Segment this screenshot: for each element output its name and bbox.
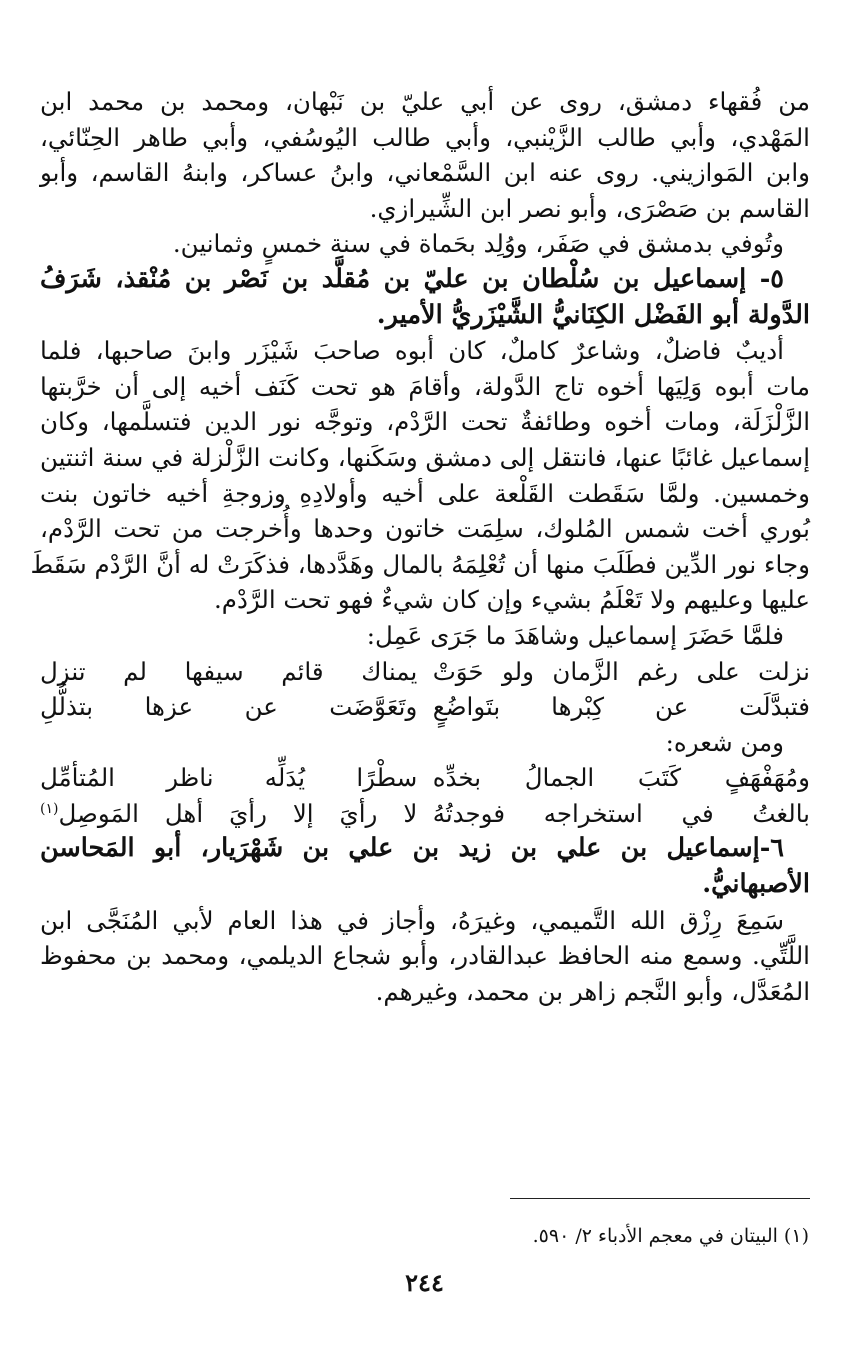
death-line: وتُوفي بدمشق في صَفَر، ووُلِد بحَماة في سنة خمسٍ وثمانين. [172,229,784,259]
entry-5-heading: ٥- إسماعيل بن سُلْطان بن عليّ بن مُقلَّد بن نَصْر بن مُنْقذ، شَرَفُ [40,263,784,294]
entry-5-text: وجاء نور الدِّين فطَلَبَ منها أن تُعْلِمَهُ بالمال وهَدَّدها، فذكَرَتْ له أنَّ الرَّدْم سَقَطَ [30,549,810,579]
entry-5-text: بُوري أخت شمس المُلوك، سلِمَت خاتون وحدها وأُخرجت من تحت الرَّدْم، [40,514,810,544]
verse-line [40,654,810,690]
entry-5-heading: الدَّولة أبو الفَضْل الكِنَانيُّ الشَّيْزَريُّ الأمير. [376,299,810,330]
entry-5-text: مات أبوه وَلِيَها أخوه تاج الدَّولة، وأقامَ هو تحت كَنَف أخيه إلى أن خرَّبتها [40,371,810,401]
footnote-marker: (١) [40,800,59,817]
entry-6-heading: الأصبهانيُّ. [702,869,810,900]
verse-line [40,689,810,725]
verse-second-hemistich: يمناك قائم سيفها لم تنزل [40,656,418,686]
verse-second-hemistich-text: لا رأيَ إلا رأيَ أهل المَوصِل [58,798,418,828]
entry-5-text: الزَّلْزَلَة، ومات أخوه وطائفةٌ تحت الرَّدْم، وتوجَّه نور الدين فتسلَّمها، وكان [40,407,810,437]
text-line: القاسم بن صَصْرَى، وأبو نصر ابن الشِّيرازي. [369,193,810,223]
verse-first-hemistich: فتبدَّلَت عن كِبْرها بتَواضُعٍ [432,692,810,722]
footnote: (١) البيتان في معجم الأدباء ٢/ ٥٩٠. [532,1225,809,1247]
entry-6-text: المُعَدَّل، وأبو النَّجم زاهر بن محمد، وغيرهم. [375,976,810,1006]
verse-line [40,760,810,796]
verse-second-hemistich [40,796,417,832]
poetry-intro: ومن شعره: [665,727,784,757]
verse-first-hemistich: ومُهَفْهَفٍ كَتَبَ الجمالُ بخدِّه [432,763,810,793]
entry-5-text: وخمسين. ولمَّا سَقَطت القَلْعة على أخيه وأولادِهِ وزوجةِ أخيه خاتون بنت [40,478,810,508]
page-number: ٢٤٤ [405,1268,444,1297]
entry-5-text: عليها وعليهم ولا تَعْلَمُ بشيء وإن كان شيءٌ فهو تحت الرَّدْم. [213,585,810,615]
text-line: من فُقهاء دمشق، روى عن أبي عليّ بن نَبْهان، ومحمد بن محمد ابن [40,87,810,116]
entry-6-text: اللَّتِّي. وسمع منه الحافظ عبدالقادر، وأبو شجاع الديلمي، ومحمد بن محفوظ [40,941,810,971]
entry-5-text: أديبٌ فاضلٌ، وشاعرٌ كاملٌ، كان أبوه صاحبَ شَيْزَر وابنَ صاحبها، فلما [40,336,784,366]
verse-second-hemistich: وتَعَوَّضَت عن عزها بتذلُّلِ [40,692,418,722]
verse-second-hemistich: سطْرًا يُدَلِّه ناظر المُتأمِّل [40,763,418,793]
text-line: المَهْدي، وأبي طالب الزَّيْنبي، وأبي طالب اليُوسُفي، وأبي طاهر الحِنّائي، [40,122,810,152]
page-body [30,84,810,1009]
text-line: وابن المَوازيني. روى عنه ابن السَّمْعاني، وابنُ عساكر، وابنهُ القاسم، وأبو [40,158,810,188]
footnote-divider [510,1198,810,1199]
entry-6-heading: ٦-إسماعيل بن علي بن زيد بن علي بن شَهْرَيار، أبو المَحاسن [40,833,784,864]
verse-first-hemistich: نزلت على رغم الزَّمان ولو حَوَتْ [432,656,810,686]
verse-line [40,796,810,832]
verse-intro: فلمَّا حَضَرَ إسماعيل وشاهَدَ ما جَرَى عَمِل: [366,620,784,650]
verse-first-hemistich: بالغتُ في استخراجه فوجدتُهُ [432,798,810,828]
entry-6-text: سَمِعَ رِزْق الله التَّميمي، وغيرَهُ، وأجاز في هذا العام لأبي المُنَجَّى ابن [40,905,784,935]
entry-5-text: إسماعيل غائبًا عنها، فانتقل إلى دمشق وسَكَنها، وكانت الزَّلْزلة في سنة اثنتين [40,442,810,472]
